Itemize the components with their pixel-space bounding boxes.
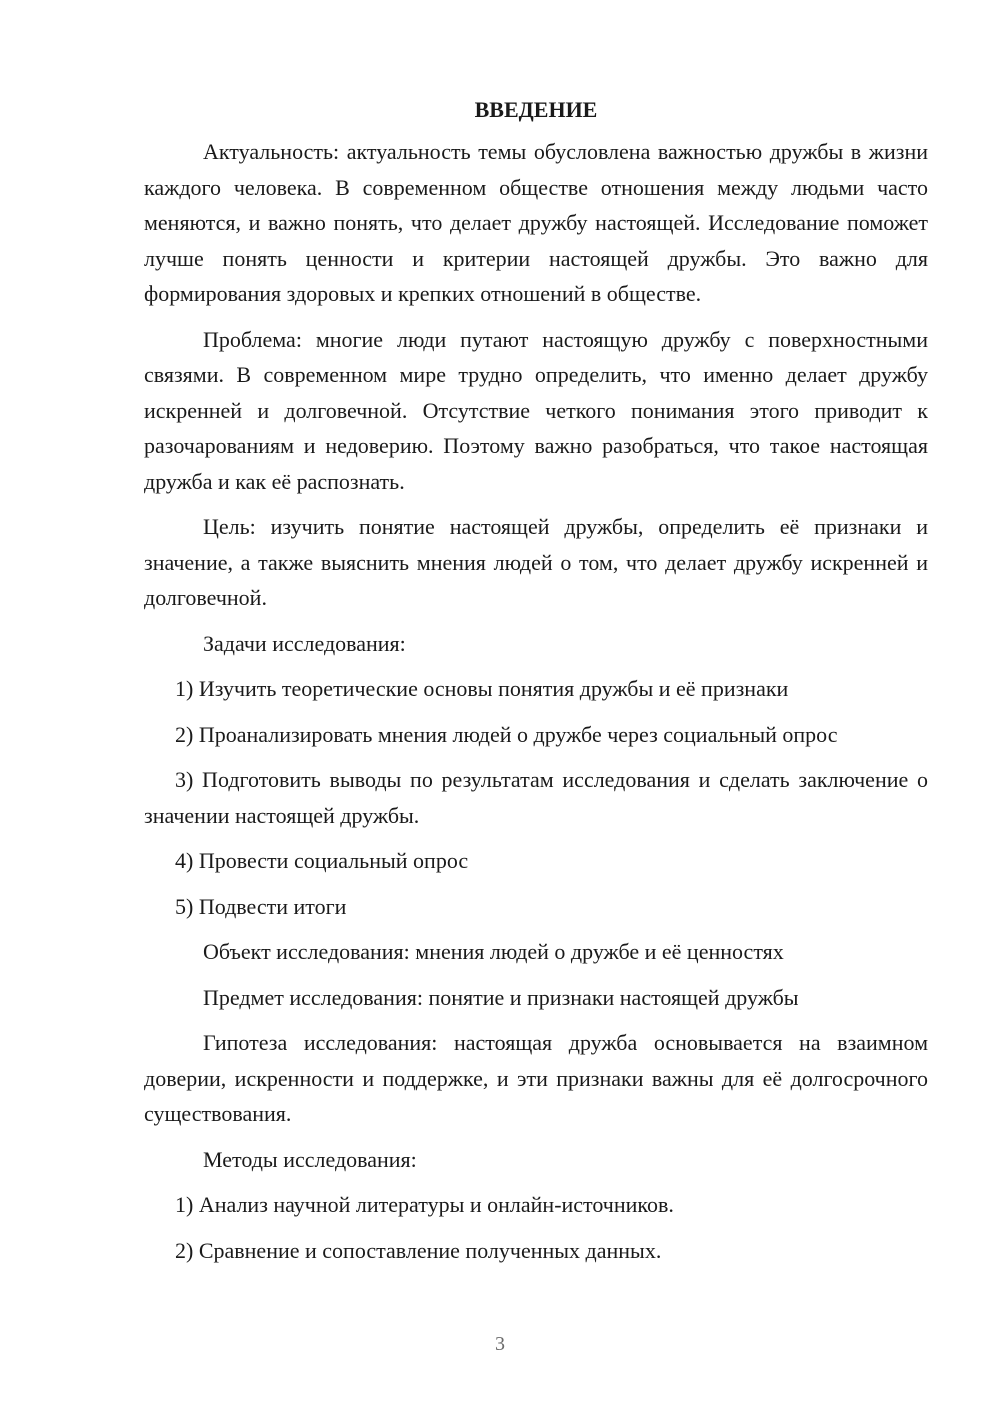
task-item: 2) Проанализировать мнения людей о дружбе через социальный опрос xyxy=(175,721,838,747)
task-item: 3) Подготовить выводы по результатам исследования и сделать заключение о значении настоящей дружбы. xyxy=(144,767,928,828)
page-number: 3 xyxy=(495,1333,505,1355)
problem-paragraph: Проблема: многие люди путают настоящую дружбу с поверхностными связями. В современном мире трудно определить, что именно делает дружбу искренней и долговечной. Отсутствие четкого понимания этого приводит к разочарованиям и недоверию. Поэтому важно разобраться, что такое настоящая дружба и как её распознать. xyxy=(144,326,928,494)
document-page xyxy=(144,92,928,1278)
task-item: 5) Подвести итоги xyxy=(175,893,347,919)
task-item: 4) Провести социальный опрос xyxy=(175,848,469,873)
task-item: 1) Изучить теоретические основы понятия дружбы и её признаки xyxy=(175,676,789,701)
method-item: 2) Сравнение и сопоставление полученных данных. xyxy=(175,1237,662,1263)
method-item: 1) Анализ научной литературы и онлайн-источников. xyxy=(175,1192,674,1217)
section-title: ВВЕДЕНИЕ xyxy=(474,97,598,122)
hypothesis-paragraph: Гипотеза исследования: настоящая дружба основывается на взаимном доверии, искренности и поддержке, и эти признаки важны для её долгосрочного существования. xyxy=(144,1030,928,1126)
methods-heading: Методы исследования: xyxy=(203,1146,417,1172)
object-line: Объект исследования: мнения людей о дружбе и её ценностях xyxy=(203,939,784,964)
relevance-paragraph: Актуальность: актуальность темы обусловлена важностью дружбы в жизни каждого человека. В современном обществе отношения между людьми часто меняются, и важно понять, что делает дружбу настоящей. Исследование поможет лучше понять ценности и критерии настоящей дружбы. Это важно для формирования здоровых и крепких отношений в обществе. xyxy=(144,139,928,306)
subject-line: Предмет исследования: понятие и признаки настоящей дружбы xyxy=(203,984,799,1010)
goal-paragraph: Цель: изучить понятие настоящей дружбы, определить её признаки и значение, а также выяснить мнения людей о том, что делает дружбу искренней и долговечной. xyxy=(144,514,928,610)
tasks-heading: Задачи исследования: xyxy=(203,630,406,656)
